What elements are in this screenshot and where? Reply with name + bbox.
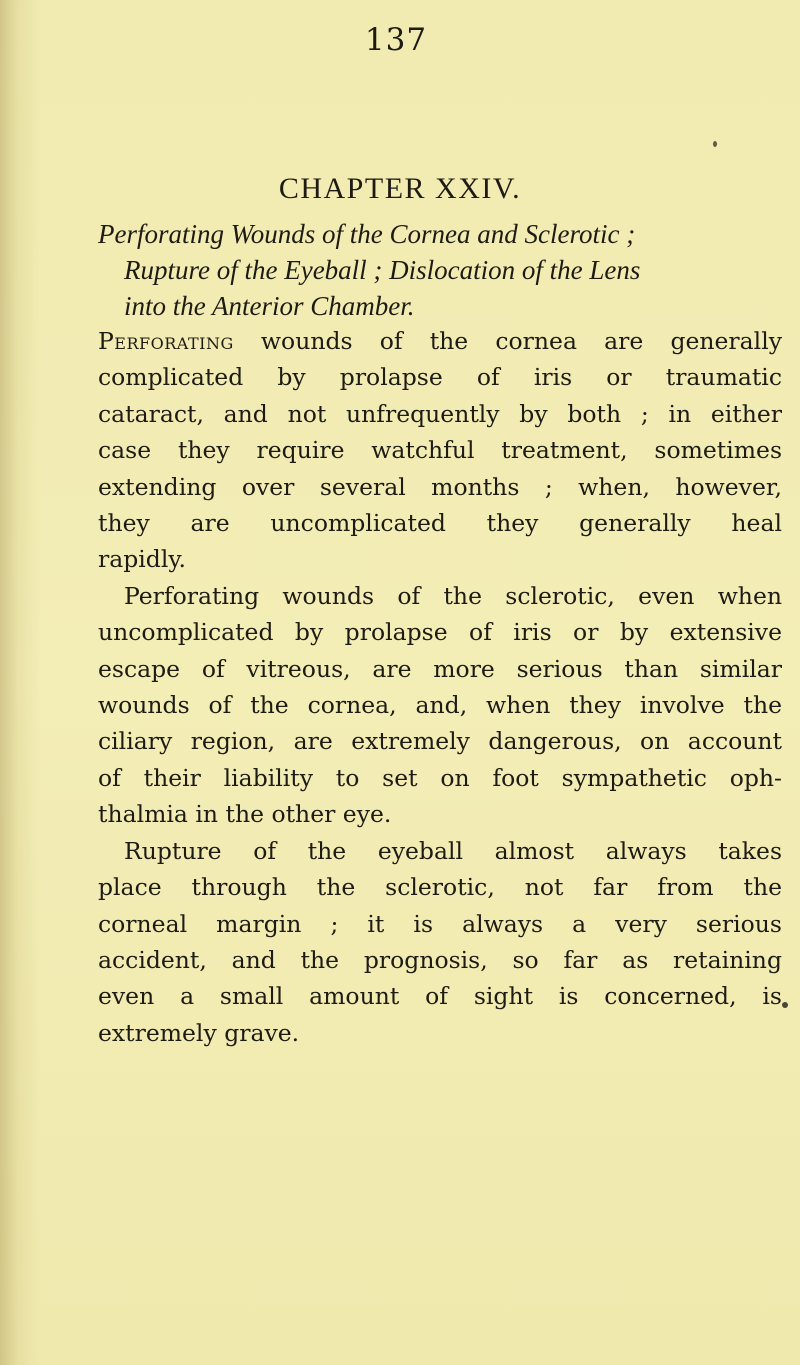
paragraph-line: Rupture of the eyeball almost always takes — [124, 836, 782, 865]
paragraph-line: extremely grave. — [98, 1018, 300, 1047]
page-number: 137 — [364, 22, 428, 58]
paragraph-line: ciliary region, are extremely dangerous, on account — [98, 727, 782, 756]
paragraph-line: Perforating wounds of the cornea are generally — [98, 327, 782, 355]
paragraph-line: extending over several months ; when, however, — [98, 472, 782, 501]
paragraph-line: accident, and the prognosis, so far as retaining — [98, 945, 782, 974]
body-text — [98, 323, 782, 1051]
paragraph-line: wounds of the cornea, and, when they involve the — [98, 691, 782, 720]
paragraph-line: escape of vitreous, are more serious than similar — [98, 654, 782, 683]
paragraph-line: uncomplicated by prolapse of iris or by extensive — [98, 618, 782, 647]
paragraph-line: of their liability to set on foot sympathetic oph- — [98, 763, 782, 792]
paragraph-line: complicated by prolapse of iris or traumatic — [98, 363, 782, 392]
paragraph-line: thalmia in the other eye. — [98, 800, 392, 829]
paragraph-line: even a small amount of sight is concerned, is — [98, 982, 782, 1011]
paragraph-line: they are uncomplicated they generally heal — [98, 509, 782, 538]
subtitle-line: Perforating Wounds of the Cornea and Sclerotic ; — [98, 219, 636, 249]
subtitle-line: into the Anterior Chamber. — [124, 291, 415, 321]
subtitle-line: Rupture of the Eyeball ; Dislocation of the Lens — [124, 255, 641, 285]
paragraph-line: Perforating wounds of the sclerotic, even when — [124, 581, 782, 610]
paragraph-line: cataract, and not unfrequently by both ; in either — [98, 399, 782, 428]
paragraph-line: rapidly. — [98, 545, 186, 574]
paragraph-line: case they require watchful treatment, sometimes — [98, 436, 782, 465]
paragraph-line: corneal margin ; it is always a very serious — [98, 909, 782, 938]
chapter-heading: CHAPTER XXIV. — [278, 172, 522, 205]
ink-speck-icon — [712, 140, 718, 148]
paragraph-line: place through the sclerotic, not far from the — [98, 873, 782, 902]
ink-speck-icon — [780, 1000, 790, 1010]
lead-word: Perforating — [98, 327, 234, 355]
chapter-subtitle — [98, 216, 778, 324]
